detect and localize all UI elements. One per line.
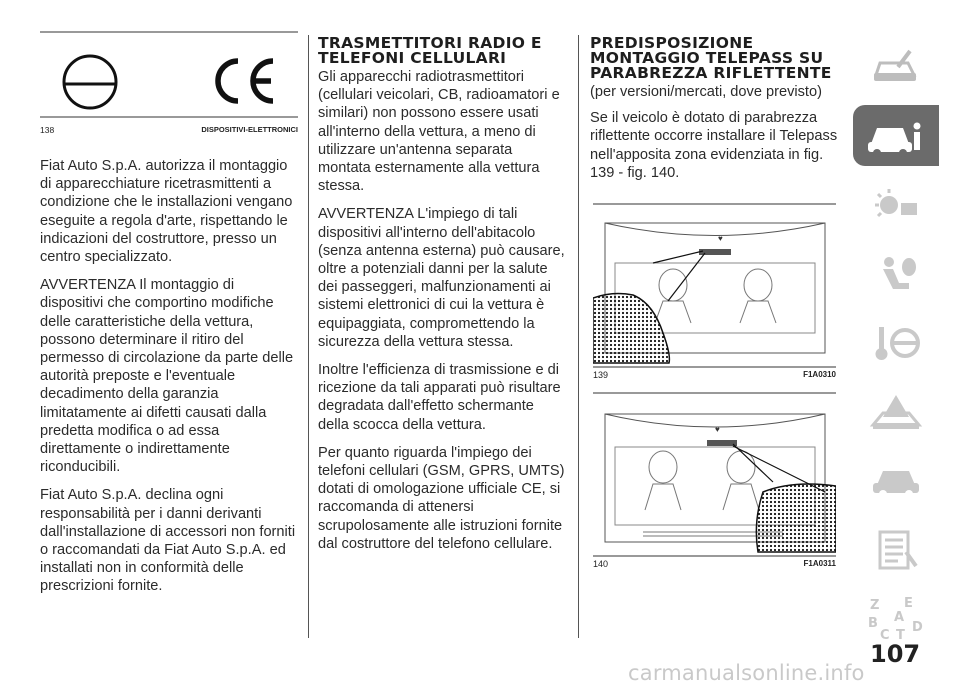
svg-text:A: A [894,609,905,625]
paragraph: AVVERTENZA L'impiego di tali dispositivi all'interno dell'abitacolo (senza antenna esterna) può causare, oltre a potenziali danni per la salute dei passeggeri, malfunzionamenti ai sistemi elettronici di cui la vettura è equipaggiata, compromettendo la sicurezza della vettura stessa. [318,206,565,350]
windshield-illustration [593,203,836,368]
figure-code: F1A0310 [803,370,836,379]
chapter-tabs [853,36,939,657]
paragraph: Per quanto riguarda l'impiego dei telefoni cellulari (GSM, GPRS, UMTS) dotati di omologazione ufficiale CE, si raccomanda di attenersi scrupolosamente alle istruzioni fornite dal costruttore del telefono cellulare. [318,444,565,552]
figure-139 [593,203,836,380]
e-mark-icon [64,56,116,108]
figure-title: DISPOSITIVI-ELETTRONICI [201,125,298,134]
figure-code: F1A0311 [803,559,836,568]
page-number: 107 [870,640,921,668]
ce-mark-figure [40,30,298,118]
figure-number: 138 [40,125,55,135]
steering-key-icon [871,321,921,365]
ce-logo-icon [218,61,273,101]
tab-warning-lights[interactable] [853,174,939,235]
svg-text:D: D [912,619,923,635]
paragraph: Gli apparecchi radiotrasmettitori (cellulari veicolari, CB, radioamatori e similari) non possono essere usati all'interno della vettura, a meno di utilizzare un'antenna separata montata esternamente alla vettura stessa. [318,69,560,195]
section-heading: TRASMETTITORI RADIO E TELEFONI CELLULARI [318,34,542,67]
car-tools-icon [868,47,924,87]
road-warning-icon [869,391,923,433]
telepass-zone [756,484,836,552]
figure-138 [40,30,298,135]
figure-140 [593,392,836,569]
left-column [40,30,298,606]
airbag-seat-icon [871,253,921,295]
tab-steering-key[interactable] [853,312,939,373]
specs-list-icon [872,528,920,572]
tab-road-warning[interactable] [853,381,939,442]
tab-car-info[interactable] [853,105,939,166]
figure-number: 140 [593,559,609,569]
paragraph: Fiat Auto S.p.A. declina ogni responsabilità per i danni derivanti dall'installazione di accessori non forniti o raccomandati da Fiat Auto S.p.A. ed installati non in conformità delle prescrizioni fornite. [40,487,296,595]
svg-text:Z: Z [870,597,880,613]
column-divider [308,35,309,638]
svg-text:T: T [896,627,905,643]
right-column [590,30,840,192]
svg-text:B: B [868,615,878,631]
warning-lights-icon [871,185,921,225]
telepass-zone [593,294,669,363]
svg-text:C: C [880,627,890,643]
car-info-icon [865,114,927,158]
mirror-zone [707,440,737,446]
tab-specs-list[interactable] [853,519,939,580]
svg-text:♥: ♥ [715,425,720,434]
section-heading: PREDISPOSIZIONE MONTAGGIO TELEPASS SU PARABREZZA RIFLETTENTE [590,34,832,82]
figure-number: 139 [593,370,609,380]
paragraph: Fiat Auto S.p.A. autorizza il montaggio di apparecchiature ricetrasmittenti a condizione che le installazioni vengano eseguite a regola d'arte, rispettando le indicazioni del costruttore, presso un centro specializzato. [40,158,293,266]
column-divider [578,35,579,638]
tab-car-service[interactable] [853,450,939,511]
windshield-illustration [593,392,836,557]
tab-airbag-seat[interactable] [853,243,939,304]
paragraph: AVVERTENZA Il montaggio di dispositivi che comportino modifiche delle caratteristiche della vettura, possono determinare il ritiro del permesso di circolazione da parte delle autorità preposte e l'eventuale decadimento della garanzia limitatamente ai difetti causati dalla predetta modifica o ad essa direttamente o indirettamente riconducibili. [40,277,294,476]
paragraph: Inoltre l'efficienza di trasmissione e di ricezione da tali apparati può risultare degradata dall'effetto schermante della scocca della vettura. [318,362,561,433]
svg-text:E: E [904,595,913,611]
car-service-icon [869,463,923,499]
alphabet-index-icon [864,595,928,643]
svg-text:♥: ♥ [718,234,723,243]
tab-car-tools[interactable] [853,36,939,97]
paragraph: Se il veicolo è dotato di parabrezza riflettente occorre installare il Telepass nell'apposita zona evidenziata in fig. 139 - fig. 140. [590,110,838,181]
middle-column [318,30,568,563]
watermark: carmanualsonline.info [628,661,865,685]
subheading: (per versioni/mercati, dove previsto) [590,84,822,100]
